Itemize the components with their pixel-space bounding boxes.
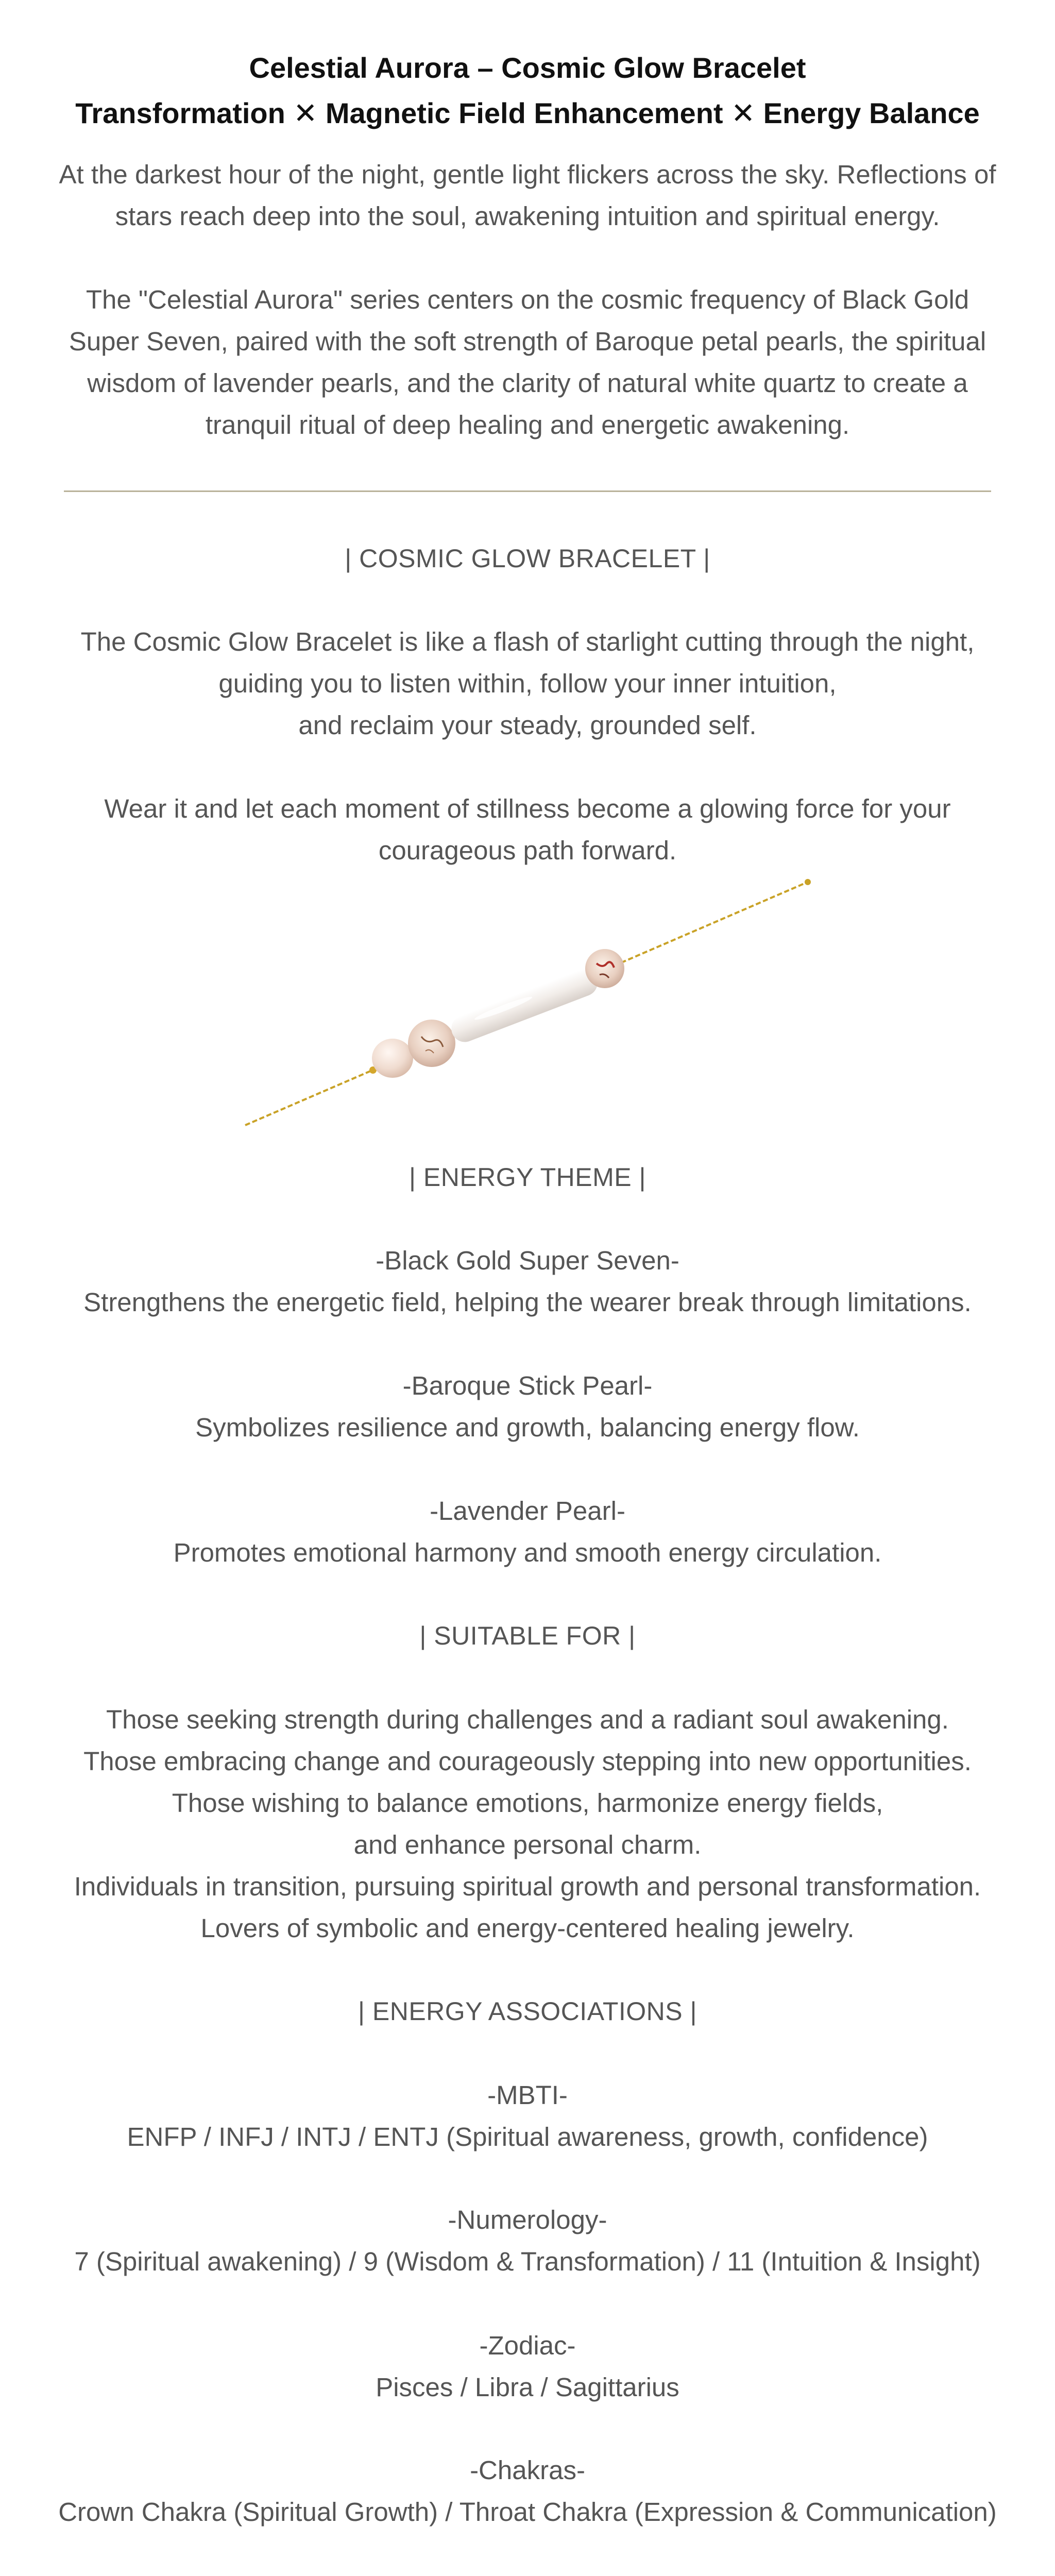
bracelet-paragraph-2 <box>0 788 1055 871</box>
intro-p1-line: stars reach deep into the soul, awakening intuition and spiritual energy. <box>115 201 940 231</box>
suitable-for-line: Individuals in transition, pursuing spiritual growth and personal transformation. <box>74 1872 981 1901</box>
suitable-for-line: Those seeking strength during challenges and a radiant soul awakening. <box>106 1705 949 1734</box>
title-line-1: Celestial Aurora – Cosmic Glow Bracelet <box>249 52 806 84</box>
intro-p2-line: tranquil ritual of deep healing and energetic awakening. <box>205 410 850 439</box>
energy-theme-item <box>0 1365 1055 1448</box>
bracelet-illustration <box>227 871 845 1139</box>
intro-p1-line: At the darkest hour of the night, gentle light flickers across the sky. Reflections of <box>59 160 996 189</box>
association-item <box>0 2449 1055 2533</box>
energy-theme-desc: Strengthens the energetic field, helping the wearer break through limitations. <box>83 1287 972 1317</box>
energy-theme-name: -Lavender Pearl- <box>430 1496 625 1526</box>
energy-theme-item <box>0 1490 1055 1573</box>
association-desc: ENFP / INFJ / INTJ / ENTJ (Spiritual awareness, growth, confidence) <box>127 2122 928 2151</box>
section-heading-suitable-for: | SUITABLE FOR | <box>419 1621 636 1650</box>
association-name: -Chakras- <box>470 2455 585 2485</box>
section-heading-energy-theme: | ENERGY THEME | <box>409 1163 646 1192</box>
bracelet-p1-line: The Cosmic Glow Bracelet is like a flash of starlight cutting through the night, <box>80 627 975 656</box>
energy-theme-item <box>0 1240 1055 1323</box>
association-item <box>0 2074 1055 2158</box>
intro-p2-line: Super Seven, paired with the soft strength of Baroque petal pearls, the spiritual <box>69 327 986 356</box>
super-seven-bead <box>408 1020 455 1067</box>
association-item <box>0 2325 1055 2408</box>
energy-theme-name: -Black Gold Super Seven- <box>376 1246 679 1275</box>
bracelet-p1-line: guiding you to listen within, follow your inner intuition, <box>218 669 837 698</box>
section-heading-energy-associations: | ENERGY ASSOCIATIONS | <box>358 1997 697 2026</box>
bracelet-p1-line: and reclaim your steady, grounded self. <box>298 710 757 740</box>
suitable-for-line: Those wishing to balance emotions, harmonize energy fields, <box>172 1788 883 1818</box>
energy-theme-name: -Baroque Stick Pearl- <box>402 1371 653 1400</box>
suitable-for-list <box>0 1699 1055 1949</box>
association-item <box>0 2199 1055 2282</box>
suitable-for-line: and enhance personal charm. <box>353 1830 702 1859</box>
energy-theme-desc: Promotes emotional harmony and smooth energy circulation. <box>173 1538 882 1567</box>
intro-p2-line: The "Celestial Aurora" series centers on the cosmic frequency of Black Gold <box>86 285 969 314</box>
association-name: -Numerology- <box>448 2205 607 2234</box>
bracelet-p2-line: courageous path forward. <box>378 836 677 865</box>
bracelet-product-image <box>227 871 845 1139</box>
intro-paragraph-1 <box>0 154 1055 237</box>
association-desc: Pisces / Libra / Sagittarius <box>376 2372 679 2402</box>
baroque-stick-pearl <box>448 965 602 1046</box>
section-divider <box>64 490 991 492</box>
super-seven-bead-end <box>585 949 624 988</box>
association-name: -Zodiac- <box>479 2331 576 2360</box>
suitable-for-line: Those embracing change and courageously stepping into new opportunities. <box>83 1747 972 1776</box>
product-title <box>0 45 1055 136</box>
suitable-for-line: Lovers of symbolic and energy-centered healing jewelry. <box>200 1913 855 1943</box>
lavender-pearl <box>372 1039 413 1078</box>
association-desc: Crown Chakra (Spiritual Growth) / Throat Chakra (Expression & Communication) <box>58 2497 997 2527</box>
association-name: -MBTI- <box>487 2080 568 2110</box>
bracelet-p2-line: Wear it and let each moment of stillness become a glowing force for your <box>104 794 951 823</box>
clasp <box>805 879 811 885</box>
association-desc: 7 (Spiritual awakening) / 9 (Wisdom & Transformation) / 11 (Intuition & Insight) <box>74 2247 981 2276</box>
energy-theme-desc: Symbolizes resilience and growth, balancing energy flow. <box>195 1413 860 1442</box>
section-heading-cosmic-glow: | COSMIC GLOW BRACELET | <box>345 544 710 573</box>
bracelet-paragraph-1 <box>0 621 1055 746</box>
intro-p2-line: wisdom of lavender pearls, and the clarity of natural white quartz to create a <box>87 368 968 398</box>
title-line-2: Transformation ✕ Magnetic Field Enhancement ✕ Energy Balance <box>75 97 980 129</box>
intro-paragraph-2 <box>0 279 1055 446</box>
